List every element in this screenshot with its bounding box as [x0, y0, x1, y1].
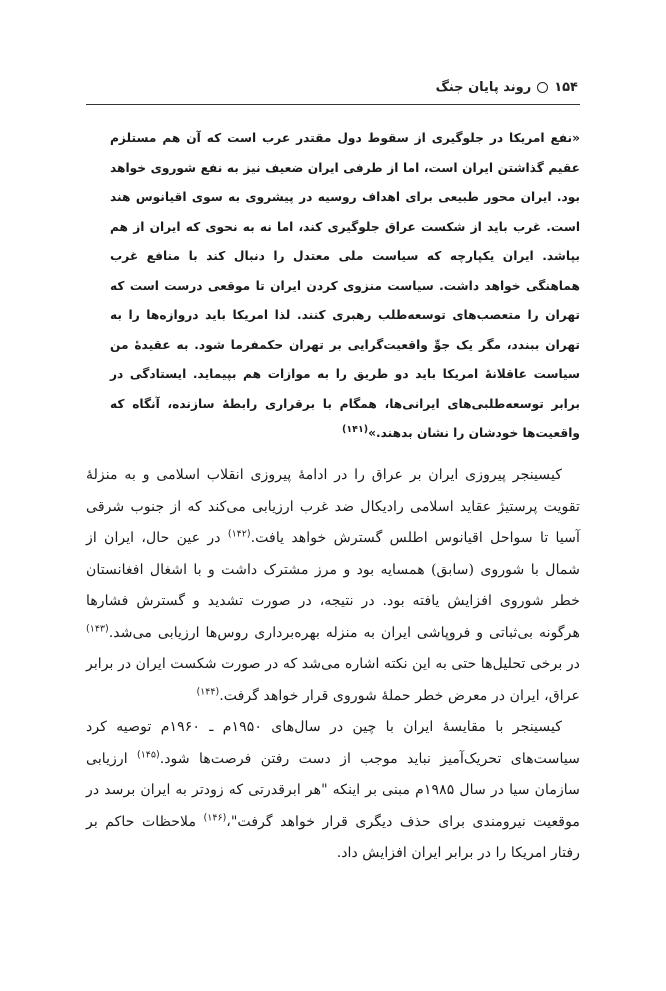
block-quote	[110, 124, 580, 449]
paragraph-text: در برخی تحلیل‌ها حتی به این نکته اشاره می‌شد که در صورت شکست ایران در برابر عراق، ایران در معرض خطر حملهٔ شوروی قرار خواهد گرفت.	[86, 656, 580, 704]
footnote-ref: (۱۴۶)	[203, 811, 227, 823]
circle-ornament-icon	[537, 82, 548, 93]
footnote-ref: (۱۴۲)	[227, 528, 251, 540]
paragraph-text: کیسینجر با مقایسهٔ ایران با چین در سال‌های ۱۹۵۰م ـ ۱۹۶۰م توصیه کرد سیاست‌های تحریک‌آمیز نباید موجب از دست رفتن فرصت‌ها شود.	[86, 719, 580, 767]
footnote-ref: (۱۴۱)	[342, 423, 369, 435]
quote-text: «نفع امریکا در جلوگیری از سقوط دول مقتدر عرب است که آن هم مستلزم عقیم گذاشتن ایران است، اما از طرفی ایران ضعیف نیز به نفع شوروی خواهد بود. ایران محور طبیعی برای اهداف روسیه در پیشروی به سوی اقیانوس هند است. غرب باید از شکست عراق جلوگیری کند، اما نه به نحوی که ایران از هم بپاشد. ایران یکپارچه که سیاست ملی معتدل را دنبال کند با منافع غرب هماهنگی خواهد داشت. سیاست منزوی کردن ایران تا موقعی درست است که تهران را متعصب‌های توسعه‌طلب رهبری کنند. لذا امریکا باید دروازه‌ها را به تهران ببندد، مگر یک جوِّ واقعیت‌گرایی بر تهران حکمفرما شود. به عقیدهٔ من سیاست عاقلانهٔ امریکا باید دو طریق را به موازات هم بپیماید. ایستادگی در برابر توسعه‌طلبی‌های ایرانی‌ها، همگام با برقراری رابطهٔ سازنده، آنگاه که واقعیت‌ها خودشان را نشان بدهند.»	[110, 131, 580, 440]
running-header	[436, 80, 578, 95]
page-number: ۱۵۴	[554, 80, 578, 95]
footnote-ref: (۱۴۵)	[136, 748, 160, 760]
paragraph	[86, 712, 580, 870]
paragraph	[86, 460, 580, 712]
paragraph-text: در عین حال، ایران از شمال با شوروی (سابق) همسایه بود و مرز مشترک داشت و با اشغال افغانستان خطر شوروی افزایش یافته بود. در نتیجه، در صورت تشدید و گسترش فشارها هرگونه بی‌ثباتی و فروپاشی ایران به منزله بهره‌برداری روس‌ها ارزیابی می‌شد.	[86, 530, 580, 641]
body-text	[86, 460, 580, 870]
header-rule	[86, 104, 580, 105]
paragraph-text: ارزیابی سازمان سیا در سال ۱۹۸۵م مبنی بر اینکه "هر ابرقدرتی که زودتر به ایران برسد در موقعیت نیرومندی برای حذف دیگری قرار خواهد گرفت"،	[86, 750, 581, 830]
paragraph-text: ملاحظات حاکم بر رفتار امریکا را در برابر ایران افزایش داد.	[86, 813, 580, 861]
footnote-ref: (۱۴۴)	[196, 685, 220, 697]
footnote-ref: (۱۴۳)	[86, 622, 109, 634]
running-title: روند پایان جنگ	[435, 80, 532, 95]
paragraph-text: کیسینجر پیروزی ایران بر عراق را در ادامهٔ پیروزی انقلاب اسلامی و به منزلهٔ تقویت پرستیژ عقاید اسلامی رادیکال ضد غرب ارزیابی می‌کند که از جنوب شرقی آسیا تا سواحل اقیانوس اطلس گسترش خواهد یافت.	[86, 467, 580, 546]
